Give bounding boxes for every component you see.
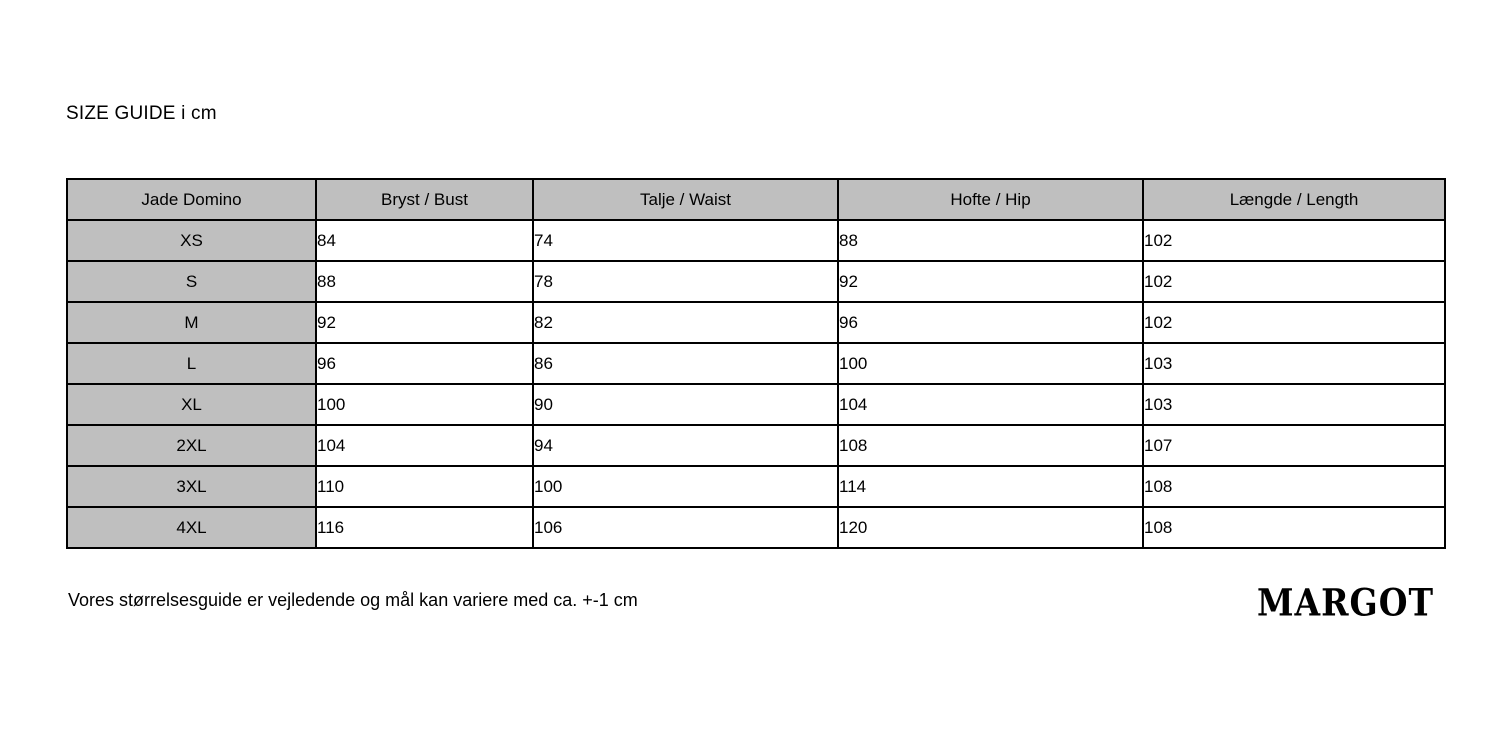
- cell-hip: 92: [838, 261, 1143, 302]
- table-row: [67, 261, 1445, 302]
- cell-waist: 90: [533, 384, 838, 425]
- column-header-length: Længde / Length: [1143, 179, 1445, 220]
- column-header-product: Jade Domino: [67, 179, 316, 220]
- column-header-hip: Hofte / Hip: [838, 179, 1143, 220]
- table-row: [67, 425, 1445, 466]
- table-row: [67, 302, 1445, 343]
- page-title: SIZE GUIDE i cm: [66, 103, 217, 124]
- cell-length: 108: [1143, 466, 1445, 507]
- column-header-waist: Talje / Waist: [533, 179, 838, 220]
- cell-length: 108: [1143, 507, 1445, 548]
- cell-length: 102: [1143, 261, 1445, 302]
- disclaimer-text: Vores størrelsesguide er vejledende og mål kan variere med ca. +-1 cm: [68, 590, 638, 610]
- column-header-bust: Bryst / Bust: [316, 179, 533, 220]
- table-row: [67, 343, 1445, 384]
- cell-size: M: [67, 302, 316, 343]
- cell-bust: 100: [316, 384, 533, 425]
- table-row: [67, 220, 1445, 261]
- cell-bust: 110: [316, 466, 533, 507]
- cell-bust: 92: [316, 302, 533, 343]
- cell-length: 102: [1143, 220, 1445, 261]
- cell-waist: 78: [533, 261, 838, 302]
- cell-waist: 82: [533, 302, 838, 343]
- table-row: [67, 507, 1445, 548]
- cell-waist: 86: [533, 343, 838, 384]
- cell-bust: 116: [316, 507, 533, 548]
- table-row: [67, 466, 1445, 507]
- cell-size: 3XL: [67, 466, 316, 507]
- cell-hip: 104: [838, 384, 1143, 425]
- cell-hip: 88: [838, 220, 1143, 261]
- table-row: [67, 384, 1445, 425]
- cell-length: 102: [1143, 302, 1445, 343]
- cell-length: 107: [1143, 425, 1445, 466]
- cell-size: S: [67, 261, 316, 302]
- size-guide-table: [66, 178, 1446, 549]
- cell-hip: 100: [838, 343, 1143, 384]
- cell-waist: 74: [533, 220, 838, 261]
- cell-bust: 96: [316, 343, 533, 384]
- brand-logo: MARGOT: [1256, 580, 1434, 625]
- cell-size: 2XL: [67, 425, 316, 466]
- table-header-row: [67, 179, 1445, 220]
- cell-waist: 94: [533, 425, 838, 466]
- cell-bust: 104: [316, 425, 533, 466]
- cell-size: XL: [67, 384, 316, 425]
- cell-bust: 88: [316, 261, 533, 302]
- cell-hip: 114: [838, 466, 1143, 507]
- cell-size: XS: [67, 220, 316, 261]
- cell-size: L: [67, 343, 316, 384]
- cell-bust: 84: [316, 220, 533, 261]
- cell-waist: 100: [533, 466, 838, 507]
- cell-length: 103: [1143, 343, 1445, 384]
- cell-hip: 96: [838, 302, 1143, 343]
- cell-hip: 120: [838, 507, 1143, 548]
- cell-size: 4XL: [67, 507, 316, 548]
- cell-length: 103: [1143, 384, 1445, 425]
- cell-waist: 106: [533, 507, 838, 548]
- cell-hip: 108: [838, 425, 1143, 466]
